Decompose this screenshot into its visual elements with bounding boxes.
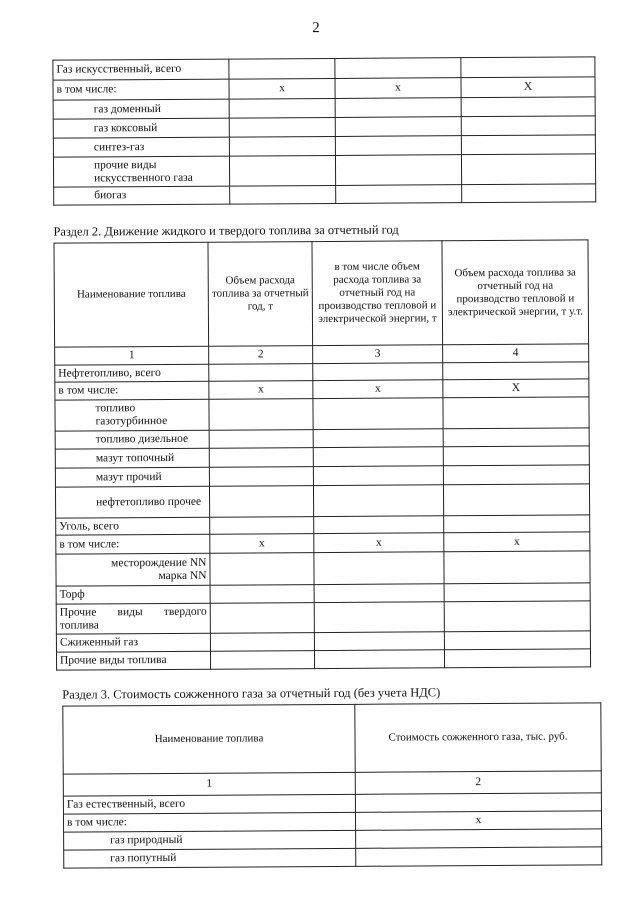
cell xyxy=(209,448,313,468)
section3-title: Раздел 3. Стоимость сожженного газа за отчетный год (без учета НДС) xyxy=(62,685,441,702)
row-label: газ коксовый xyxy=(53,118,229,138)
cell: x xyxy=(210,534,314,554)
row-label: газ природный xyxy=(64,830,356,850)
cell xyxy=(210,553,314,586)
cell xyxy=(209,486,313,518)
row-label: газ попутный xyxy=(64,848,356,868)
cell xyxy=(313,466,443,486)
page-number: 2 xyxy=(312,20,320,37)
cell xyxy=(209,364,313,382)
table-row xyxy=(53,154,595,187)
table-row xyxy=(64,847,602,868)
cell: x xyxy=(229,78,335,99)
cell xyxy=(444,631,590,650)
section1-table xyxy=(52,56,596,205)
row-label: в том числе: xyxy=(56,534,210,554)
row-label: Нефтетопливо, всего xyxy=(55,364,209,382)
cell xyxy=(335,98,461,118)
cell xyxy=(229,58,335,79)
cell xyxy=(461,135,595,155)
row-label: Прочие виды твердого топлива xyxy=(56,603,210,634)
cell xyxy=(444,601,590,632)
cell: x xyxy=(314,533,444,553)
column-number: 3 xyxy=(313,345,443,364)
row-label: топливо газотурбинное xyxy=(55,399,209,431)
cell xyxy=(229,98,335,118)
cell xyxy=(210,651,314,670)
cell xyxy=(335,136,461,156)
cell xyxy=(314,632,444,651)
cell xyxy=(313,429,443,448)
row-label: прочие виды искусственного газа xyxy=(53,156,229,187)
cell xyxy=(356,829,602,849)
cell xyxy=(314,516,444,534)
table-row xyxy=(56,551,590,586)
row-label: Уголь, всего xyxy=(56,517,210,535)
cell xyxy=(314,552,444,585)
cell xyxy=(444,583,590,602)
row-label: Сжиженный газ xyxy=(56,633,210,652)
column-number: 1 xyxy=(55,346,209,365)
cell: X xyxy=(461,77,595,98)
cell: X xyxy=(443,379,589,398)
cell xyxy=(443,428,589,447)
cell xyxy=(229,117,335,137)
section3-table xyxy=(62,702,602,868)
cell xyxy=(209,467,313,487)
row-label: в том числе: xyxy=(55,381,209,400)
section2-table xyxy=(53,239,591,670)
cell xyxy=(355,793,601,813)
section2-title: Раздел 2. Движение жидкого и твердого топлива за отчетный год xyxy=(53,222,399,239)
cell: x xyxy=(313,380,443,399)
cell xyxy=(210,517,314,535)
cell xyxy=(209,399,313,431)
cell xyxy=(335,58,461,79)
row-label: в том числе: xyxy=(63,812,355,832)
cell xyxy=(444,551,590,584)
cell xyxy=(314,602,444,633)
row-label: Торф xyxy=(56,585,210,604)
column-number: 2 xyxy=(355,771,601,795)
column-header: Стоимость сожженного газа, тыс. руб. xyxy=(355,703,601,773)
row-label: мазут прочий xyxy=(55,467,209,487)
cell xyxy=(461,116,595,136)
row-label: месторождение NN марка NN xyxy=(56,553,210,586)
cell xyxy=(313,485,443,517)
cell: x xyxy=(355,811,601,831)
cell xyxy=(210,585,314,604)
column-header: Объем расхода топлива за отчетный год на производство тепловой и электрической энергии, т у.т. xyxy=(442,240,589,345)
column-number-row xyxy=(63,771,601,796)
table-row xyxy=(56,649,590,670)
table-header-row xyxy=(54,240,589,347)
cell xyxy=(229,136,335,156)
column-header: Объем расхода топлива за отчетный год, т xyxy=(208,242,313,347)
cell xyxy=(443,465,589,485)
cell: x xyxy=(444,532,590,552)
cell xyxy=(335,155,461,186)
row-label: мазут топочный xyxy=(55,448,209,468)
cell xyxy=(313,363,443,381)
column-number: 4 xyxy=(443,344,589,363)
cell xyxy=(230,185,336,204)
cell xyxy=(314,584,444,603)
row-label: нефтетопливо прочее xyxy=(55,486,209,518)
cell xyxy=(336,185,462,204)
cell: x xyxy=(335,78,461,99)
cell: x xyxy=(209,381,313,400)
cell xyxy=(356,847,602,867)
cell xyxy=(461,154,595,185)
cell xyxy=(314,650,444,669)
cell xyxy=(229,155,335,186)
row-label: топливо дизельное xyxy=(55,430,209,449)
column-header: Наименование топлива xyxy=(63,704,355,774)
cell xyxy=(443,397,589,429)
table-row xyxy=(55,484,589,518)
row-label: в том числе: xyxy=(53,79,229,100)
cell xyxy=(209,430,313,449)
cell xyxy=(335,117,461,137)
column-number: 2 xyxy=(209,346,313,365)
row-label: Газ естественный, всего xyxy=(63,794,355,814)
column-header: Наименование топлива xyxy=(54,242,209,347)
cell xyxy=(443,484,589,516)
cell xyxy=(443,362,589,380)
row-label: Газ искусственный, всего xyxy=(53,59,229,80)
cell xyxy=(462,184,596,203)
row-label: биогаз xyxy=(54,186,230,205)
cell xyxy=(313,447,443,467)
cell xyxy=(210,603,314,634)
cell xyxy=(461,97,595,117)
table-row xyxy=(56,601,590,634)
cell xyxy=(444,649,590,668)
cell xyxy=(210,633,314,652)
cell xyxy=(443,446,589,466)
column-number: 1 xyxy=(63,772,355,796)
row-label: синтез-газ xyxy=(53,137,229,157)
table-row xyxy=(55,397,589,431)
row-label: Прочие виды топлива xyxy=(56,651,210,670)
cell xyxy=(461,57,595,78)
row-label: газ доменный xyxy=(53,99,229,119)
table-row xyxy=(54,184,596,205)
cell xyxy=(444,515,590,533)
table-header-row xyxy=(63,703,601,774)
column-header: в том числе объем расхода топлива за отчетный год на производство тепловой и электрической энергии, т xyxy=(312,241,443,346)
cell xyxy=(313,398,443,430)
